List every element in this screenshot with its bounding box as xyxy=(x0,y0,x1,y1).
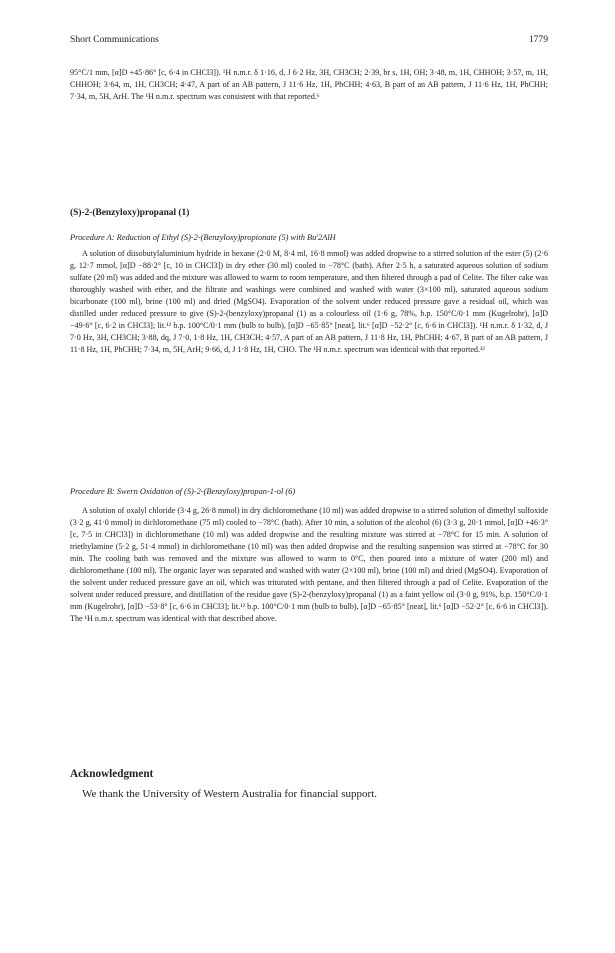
journal-section-title: Short Communications xyxy=(70,34,159,45)
continued-paragraph xyxy=(70,67,548,103)
procedure-a-paragraph xyxy=(70,248,548,356)
procedure-b-text: A solution of oxalyl chloride (3·4 g, 26·8 mmol) in dry dichloromethane (10 ml) was added dropwise to a stirred solution of dimethyl sulfoxide (3·2 g, 41·0 mmol) in dichloromethane (75 ml) cooled to −78°C (bath). After 10 min, a solution of the alcohol (6) (3·3 g, 20·1 mmol, [α]D +46·3° [c, 7·5 in CHCl3]) in dichloromethane (10 ml) was added dropwise and the resulting mixture was stirred at −78°C for 15 min. A solution of triethylamine (5·2 g, 51·4 mmol) in dichloromethane (10 ml) was then added dropwise and the resulting suspension was stirred at −78°C for 30 min. The cooling bath was removed and the mixture was allowed to warm to 0°C, then poured into a mixture of water (200 ml) and dichloromethane (100 ml). The organic layer was separated and washed with water (2×100 ml), brine (100 ml) and dried (MgSO4). Evaporation of the solvent under reduced pressure gave an oil, which was triturated with pentane, and then filtered through a pad of Celite. Evaporation of the solvent under reduced pressure, and distillation of the residue gave (S)-2-(benzyloxy)propanal (1) as a faint yellow oil (3·0 g, 91%, b.p. 150°C/0·1 mm (Kugelrohr), [α]D −53·8° [c, 6·6 in CHCl3]; lit.¹² b.p. 100°C/0·1 mm (bulb to bulb), [α]D −65·85° [neat], lit.⁶ [α]D −52·2° [c, 6·6 in CHCl3]). The ¹H n.m.r. spectrum was identical with that described above. xyxy=(70,506,548,623)
page-number: 1779 xyxy=(528,34,548,45)
section-heading: (S)-2-(Benzyloxy)propanal (1) xyxy=(70,208,190,218)
continued-text: 95°C/1 mm, [α]D +45·86° [c, 6·4 in CHCl3]). ¹H n.m.r. δ 1·16, d, J 6·2 Hz, 3H, CH3CH; 2·39, br s, 1H, OH; 3·48, m, 1H, CHHOH; 3·57, m, 1H, CHHOH; 3·64, m, 1H, CH3CH; 4·47, A part of an AB pattern, J 11·6 Hz, 1H, PhCHH; 4·63, B part of an AB pattern, J 11·6 Hz, 1H, PhCHH; 7·34, m, 5H, ArH. The ¹H n.m.r. spectrum was consistent with that reported.⁶ xyxy=(70,68,548,101)
procedure-a-title: Procedure A: Reduction of Ethyl (S)-2-(Benzyloxy)propionate (5) with Buⁱ2AlH xyxy=(70,233,336,242)
acknowledgment-text: We thank the University of Western Australia for financial support. xyxy=(82,788,377,800)
acknowledgment-heading: Acknowledgment xyxy=(70,768,154,780)
procedure-a-text: A solution of diisobutylaluminium hydride in hexane (2·0 M, 8·4 ml, 16·8 mmol) was added dropwise to a stirred solution of the ester (5) (2·6 g, 12·7 mmol, [α]D −88·2° [c, 10 in CHCl3]) in dry ether (30 ml) cooled to −78°C (bath). After 2·5 h, a saturated aqueous solution of sodium sulfate (20 ml) was added and the mixture was allowed to warm to room temperature, and then filtered through a pad of Celite. The filter cake was thoroughly washed with ether, and the filtrate and washings were combined and washed with water (3×100 ml), saturated aqueous sodium bicarbonate (100 ml), brine (100 ml) and dried (MgSO4). Evaporation of the solvent under reduced pressure gave a residual oil, which was distilled under reduced pressure to give (S)-2-(benzyloxy)propanal (1) as a colourless oil (1·6 g, 78%, b.p. 150°C/0·1 mm (Kugelrohr), [α]D −49·6° [c, 6·2 in CHCl3]; lit.¹² b.p. 100°C/0·1 mm (bulb to bulb), [α]D −65·85° [neat], lit.⁶ [α]D −52·2° [c, 6·6 in CHCl3]). ¹H n.m.r. δ 1·32, d, J 7·0 Hz, 3H, CH3CH; 3·88, dq, J 7·0, 1·8 Hz, 1H, CH3CH; 4·57, A part of an AB pattern, J 11·8 Hz, 1H, PhCHH; 4·67, B part of an AB pattern, J 11·8 Hz, 1H, PhCHH; 7·34, m, 5H, ArH; 9·66, d, J 1·8 Hz, 1H, CHO. The ¹H n.m.r. spectrum was identical with that reported.¹² xyxy=(70,249,548,354)
procedure-b-title: Procedure B: Swern Oxidation of (S)-2-(Benzyloxy)propan-1-ol (6) xyxy=(70,487,296,496)
procedure-b-paragraph xyxy=(70,505,548,625)
running-header xyxy=(70,34,548,48)
